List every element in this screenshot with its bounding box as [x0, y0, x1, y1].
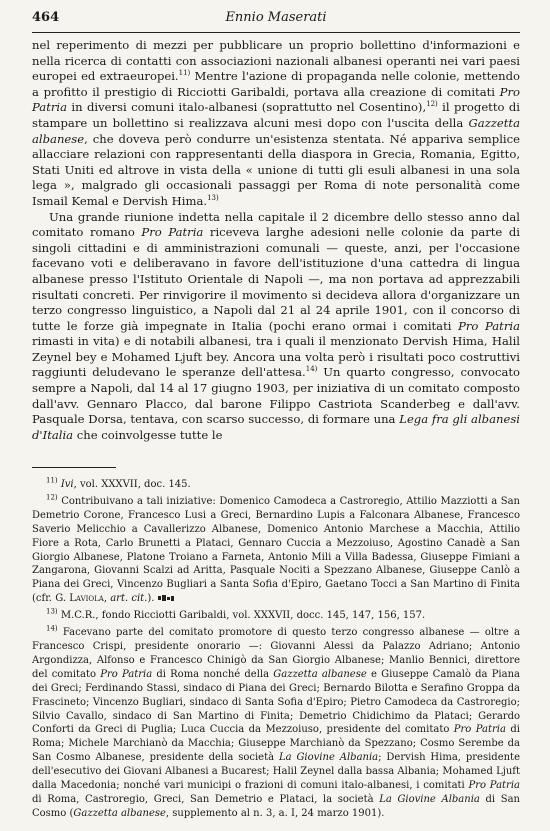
footnote-11 [32, 478, 520, 492]
italic-text: art. cit. [110, 593, 148, 605]
italic-text: Pro Patria [458, 318, 520, 333]
text-span: nel reperimento di mezzi per pubblicare un proprio bollettino d'informazioni e nella ricerca di contatti con associazioni nazionali albanesi operanti nei vari paesi europei ed extraeuropei. [32, 38, 520, 84]
text-span: M.C.R., fondo Ricciotti Garibaldi, vol. XXXVII, docc. 145, 147, 156, 157. [60, 610, 426, 622]
text-span: ; Dervish Hima, presidente dell'esecutivo dei Giovani Albanesi a Bucarest; Halil Zeynel dalla bassa Albania; Mohamed Ljuft dalla Macedonia; nonché vari municipi o frazioni di comuni italo-albanesi, i comitati [32, 752, 520, 792]
text-span: Una grande riunione indetta nella capitale il 2 dicembre dello stesso anno dal comitato romano [32, 209, 520, 240]
running-title: Ennio Maserati [225, 10, 327, 25]
italic-text: Pro Patria [100, 668, 153, 680]
footnote-ref-14[interactable]: 14) [305, 365, 318, 374]
text-span: di San Cosmo ( [32, 793, 520, 819]
italic-text: Pro Patria [453, 724, 506, 736]
footnote-ref-13[interactable]: 13) [207, 194, 219, 203]
italic-text: Pro Patria [32, 84, 520, 115]
italic-text: Gazzetta albanese [73, 807, 166, 819]
footnote-mark: 14) [46, 624, 58, 633]
text-span: rimasti in vita) e di notabili albanesi, tra i quali il menzionato Dervish Hima, Halil Zeynel bey e Mohamed Ljuft bey. Ancora una volta però i risultati poco costruttivi raggiunti deludevano le speranze dell'attesa. [32, 334, 520, 380]
text-span: di Roma nonché della [152, 668, 274, 680]
text-span: Un quarto congresso, convocato sempre a Napoli, dal 14 al 17 giugno 1903, per iniziativa di un comitato composto dall'avv. Gennaro Placco, dal barone Filippo Castriota Scanderbeg e dall'avv. Pasquale Dorsa, tentava, con scarso successo, di formare una [32, 365, 520, 427]
text-span: in diversi comuni italo-albanesi (soprattutto nel Cosentino), [67, 100, 427, 115]
ink-smudge-icon [158, 595, 174, 602]
text-span: che coinvolgesse tutte le [73, 427, 223, 442]
page-number: 464 [32, 10, 60, 25]
paragraph-1 [32, 38, 520, 210]
footnote-13 [32, 609, 520, 623]
italic-text: Pro Patria [468, 780, 520, 792]
footnote-mark: 11) [46, 476, 58, 485]
text-span: , vol. XXXVII, doc. 145. [73, 479, 191, 490]
footnote-mark: 12) [46, 493, 58, 502]
text-span: Mentre l'azione di propaganda nelle colonie, mettendo a profitto il prestigio di Ricciotti Garibaldi, portava alla creazione di comitati [32, 69, 520, 99]
main-text [32, 38, 520, 443]
text-span: , supplemento al n. 3, a. I, 24 marzo 1901). [165, 807, 385, 819]
page-header [32, 10, 520, 33]
footnote-14 [32, 626, 520, 821]
italic-text: La Giovine Albania [278, 752, 379, 764]
italic-text: Pro Patria [141, 225, 204, 240]
footnote-mark: 13) [46, 607, 58, 616]
footnotes [32, 478, 520, 824]
italic-text: Gazzetta albanese [32, 115, 520, 146]
text-span: di Roma, Castroregio, Greci, San Demetrio e Plataci, la società [32, 793, 380, 805]
italic-text: Ivi [60, 479, 74, 490]
text-span: Facevano parte del comitato promotore di questo terzo congresso albanese — oltre a Francesco Crispi, presidente onorario —: Giovanni Alessi da Palazzo Adriano; Antonio Argondizza, Alfonso e Francesco Chinigò da San Giorgio Albanese; Manlio Bennici, direttore del comitato [32, 627, 520, 680]
paragraph-2 [32, 210, 520, 444]
text-span: , [103, 593, 111, 605]
italic-text: La Giovine Albania [379, 793, 480, 805]
text-span: di Roma; Michele Marchianò da Macchia; Giuseppe Marchianò da Spezzano; Cosmo Serembe da San Cosmo Albanese, presidente della società [32, 724, 520, 764]
small-caps-text: Laviola [69, 593, 104, 605]
italic-text: Gazzetta albanese [273, 668, 367, 680]
footnote-ref-11[interactable]: 11) [178, 69, 191, 78]
text-span: e Giuseppe Camalò da Piana dei Greci; Ferdinando Stassi, sindaco di Piana dei Greci; Bernardo Bilotta e Serafino Groppa da Frascineto; Vincenzo Bugliari, sindaco di Santa Sofia d'Epiro; Pietro Camodeca da Castroregio; Silvio Cavallo, sindaco di San Martino di Finita; Demetrio Chidichimo da Plataci; Gerardo Conforti da Greci di Puglia; Luca Cuccia da Mezzoiuso, presidente del comitato [32, 668, 520, 736]
footnote-12 [32, 495, 520, 606]
footnote-divider [32, 467, 116, 468]
text-span: il progetto di stampare un bollettino si realizzava alcuni mesi dopo con l'uscita della [32, 100, 520, 130]
footnote-ref-12[interactable]: 12) [426, 100, 438, 109]
italic-text: Lega fra gli albanesi d'Italia [32, 412, 520, 442]
text-span: riceveva larghe adesioni nelle colonie da parte di singoli cittadini e di amministrazioni comunali — queste, anzi, per l'occasione facevano voti e deliberavano in favore dell'istituzione d'una cattedra di lingua albanese presso l'Istituto Orientale di Napoli —, ma non portava ad apprezzabili risultati concreti. Per rinvigorire il movimento si decideva allora d'organizzare un terzo congresso linguistico, a Napoli dal 21 al 24 aprile 1901, con il concorso di tutte le forze già impegnate in Italia (pochi erano ormai i comitati [32, 225, 520, 333]
text-span: , che doveva però condurre un'esistenza stentata. Né appariva semplice allacciare relazioni con rappresentanti della diaspora in Grecia, Romania, Egitto, Stati Uniti ed altrove in vista della « unione di tutti gli esuli albanesi in una sola lega », malgrado gli occasionali passaggi per Roma di note personalità come Ismail Kemal e Dervish Hima. [32, 131, 520, 208]
text-span: ). [147, 593, 155, 605]
text-span: Contribuivano a tali iniziative: Domenico Camodeca a Castroregio, Attilio Mazziotti a San Demetrio Corone, Francesco Lusi a Greci, Bernardino Lupis a Falconara Albanese, Francesco Saverio Melicchio a Cavallerizzo Albanese, Domenico Antonio Marchese a Macchia, Attilio Fiore a Rota, Carlo Brunetti a Plataci, Gennaro Cuccia a Mezzoiuso, Agostino Canadè a San Giorgio Albanese, Platone Troiano a Farneta, Antonio Mili a Villa Badessa, Giuseppe Fimiani a Zangarona, Giovanni Scalzi ad Aritta, Pasquale Nociti a Spezzano Albanese, Giuseppe Canlò a Piana dei Greci, Vincenzo Bugliari a Santa Sofia d'Epiro, Gaetano Tocci a San Martino di Finita (cfr. G. [32, 495, 520, 605]
